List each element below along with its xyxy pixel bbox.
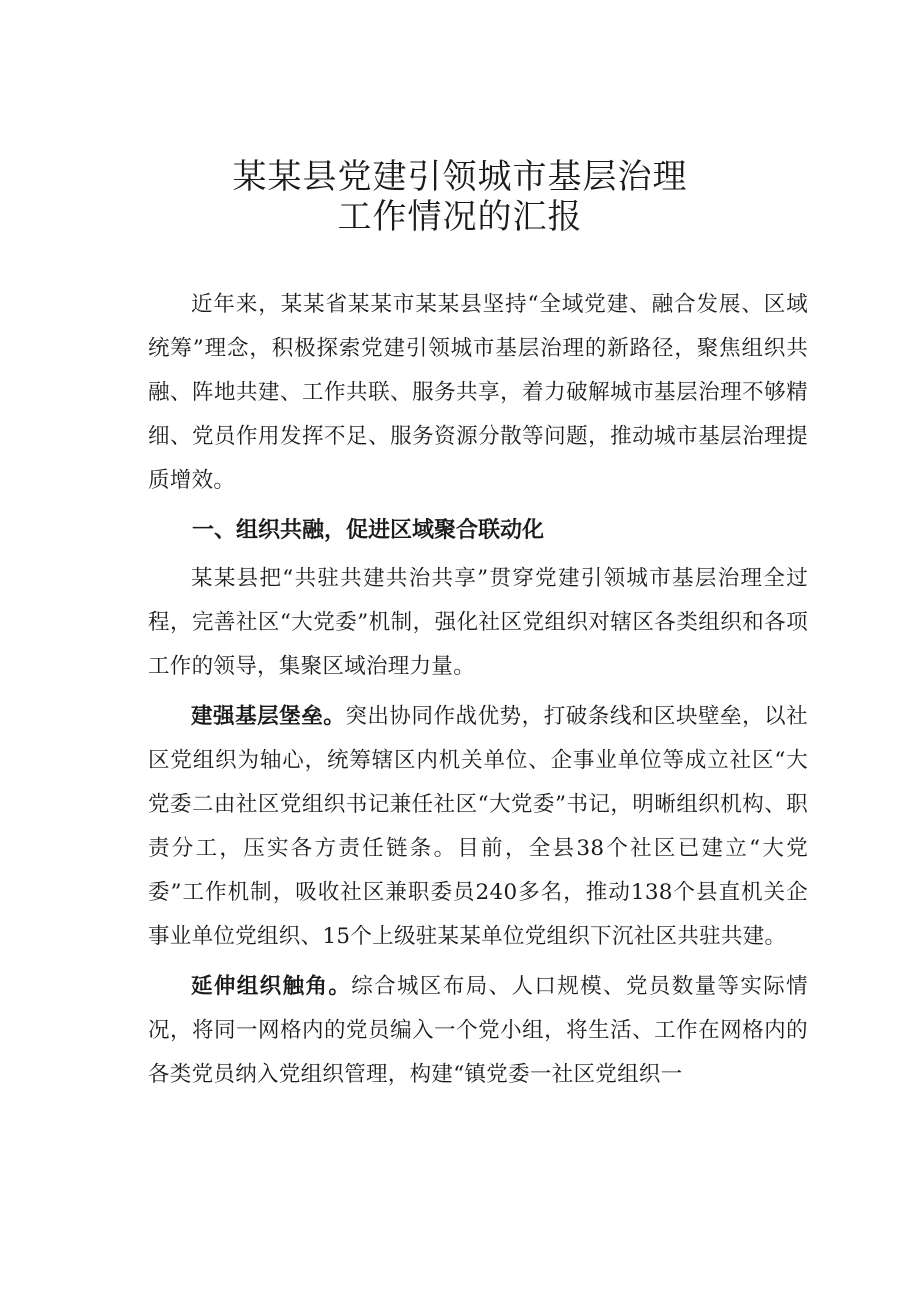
subsection-body-2: 综合城区布局、人口规模、党员数量等实际情况，将同一网格内的党员编入一个党小组，将生活、工作在网格内的各类党员纳入党组织管理，构建“镇党委一社区党组织一 [148, 974, 808, 1087]
subsection-body-1: 突出协同作战优势，打破条线和区块壁垒，以社区党组织为轴心，统筹辖区内机关单位、企事业单位等成立社区“大党委二由社区党组织书记兼任社区“大党委”书记，明晰组织机构、职责分工，压实各方责任链条。目前，全县38个社区已建立“大党委”工作机制，吸收社区兼职委员240多名，推动138个县直机关企事业单位党组织、15个上级驻某某单位党组织下沉社区共驻共建。 [148, 704, 808, 949]
subsection-paragraph-1 [148, 695, 808, 959]
document-body [148, 283, 808, 1097]
document-title-line-1: 某某县党建引领城市基层治理 [232, 157, 688, 197]
document-title-line-2: 工作情况的汇报 [337, 197, 583, 237]
subsection-lead-2: 延伸组织触角。 [191, 974, 352, 999]
section-paragraph: 某某县把“共驻共建共治共享”贯穿党建引领城市基层治理全过程，完善社区“大党委”机制，强化社区党组织对辖区各类组织和各项工作的领导，集聚区域治理力量。 [148, 566, 808, 679]
intro-paragraph: 近年来，某某省某某市某某县坚持“全域党建、融合发展、区域统筹”理念，积极探索党建引领城市基层治理的新路径，聚焦组织共融、阵地共建、工作共联、服务共享，着力破解城市基层治理不够精细、党员作用发挥不足、服务资源分散等问题，推动城市基层治理提质增效。 [148, 292, 808, 493]
subsection-lead-1: 建强基层堡垒。 [191, 704, 346, 729]
subsection-paragraph-2 [148, 965, 808, 1097]
section-heading: 一、组织共融，促进区域聚合联动化 [192, 518, 545, 543]
